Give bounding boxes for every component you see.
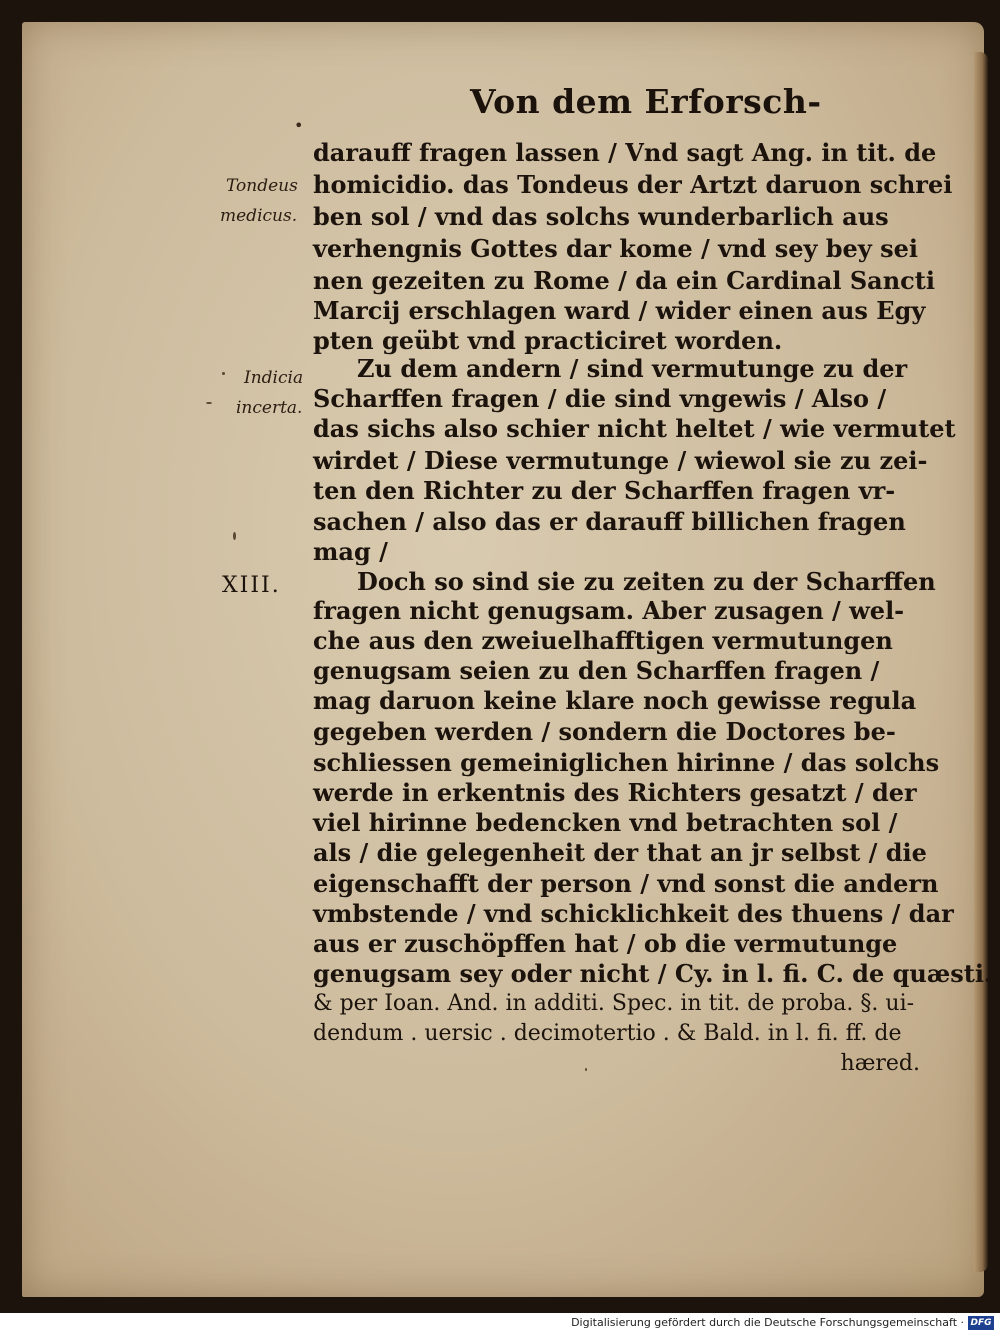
margin-note-tondeus: Tondeus [226, 176, 298, 196]
text-line: mag daruon keine klare noch gewisse regula [313, 686, 917, 715]
text-line: genugsam sey oder nicht / Cy. in l. fi. C. de quæsti. [313, 959, 993, 988]
text-line: viel hirinne bedencken vnd betrachten sol / [313, 808, 898, 837]
text-line: Marcij erschlagen ward / wider einen aus Egy [313, 296, 926, 325]
text-line: dendum . uersic . decimotertio . & Bald. in l. fi. ff. de [313, 1021, 902, 1046]
text-line: mag / [313, 537, 388, 566]
text-line: nen gezeiten zu Rome / da ein Cardinal Sancti [313, 266, 935, 295]
page-edge [974, 52, 988, 1272]
text-line: genugsam seien zu den Scharffen fragen / [313, 656, 880, 685]
text-line: hæred. [840, 1051, 920, 1076]
margin-note-incerta: incerta. [236, 398, 303, 418]
text-line: sachen / also das er darauff billichen fragen [313, 507, 906, 536]
section-number: XIII. [222, 573, 281, 598]
text-line: Zu dem andern / sind vermutunge zu der [357, 354, 908, 383]
dfg-logo-icon: DFG [968, 1316, 994, 1330]
paper-speck [585, 1068, 587, 1071]
text-line: & per Ioan. And. in additi. Spec. in tit. de proba. §. ui‑ [313, 991, 915, 1016]
text-line: ten den Richter zu der Scharffen fragen vr‑ [313, 476, 896, 505]
text-line: eigenschafft der person / vnd sonst die andern [313, 869, 939, 898]
text-line: pten geübt vnd practiciret worden. [313, 326, 783, 355]
text-line: werde in erkentnis des Richters gesatzt / der [313, 778, 917, 807]
text-line: aus er zuschöpffen hat / ob die vermutunge [313, 929, 898, 958]
text-line: darauff fragen lassen / Vnd sagt Ang. in tit. de [313, 138, 937, 167]
text-line: wirdet / Diese vermutunge / wiewol sie zu zei‑ [313, 446, 928, 475]
running-head: Von dem Erforsch‑ [470, 82, 822, 121]
text-line: Scharffen fragen / die sind vngewis / Also / [313, 384, 887, 413]
footer-credit: Digitalisierung gefördert durch die Deutsche Forschungsgemeinschaft · [571, 1316, 964, 1329]
paper-speck [233, 532, 236, 540]
text-line: das sichs also schier nicht heltet / wie vermutet [313, 414, 956, 443]
margin-note-medicus: medicus. [220, 206, 298, 226]
paper-speck [206, 402, 212, 404]
margin-note-indicia: Indicia [244, 368, 304, 388]
text-line: verhengnis Gottes dar kome / vnd sey bey sei [313, 234, 919, 263]
text-line: gegeben werden / sondern die Doctores be‑ [313, 717, 896, 746]
ink-dot: • [294, 116, 304, 135]
paper-speck [222, 372, 225, 375]
text-line: fragen nicht genugsam. Aber zusagen / wel‑ [313, 596, 905, 625]
text-line: vmbstende / vnd schicklichkeit des thuens / dar [313, 899, 954, 928]
text-line: schliessen gemeiniglichen hirinne / das solchs [313, 748, 940, 777]
text-line: ben sol / vnd das solchs wunderbarlich aus [313, 202, 889, 231]
text-line: Doch so sind sie zu zeiten zu der Scharffen [357, 567, 936, 596]
text-line: homicidio. das Tondeus der Artzt daruon schrei [313, 170, 953, 199]
text-line: che aus den zweiuelhafftigen vermutungen [313, 626, 893, 655]
text-line: als / die gelegenheit der that an jr selbst / die [313, 838, 927, 867]
